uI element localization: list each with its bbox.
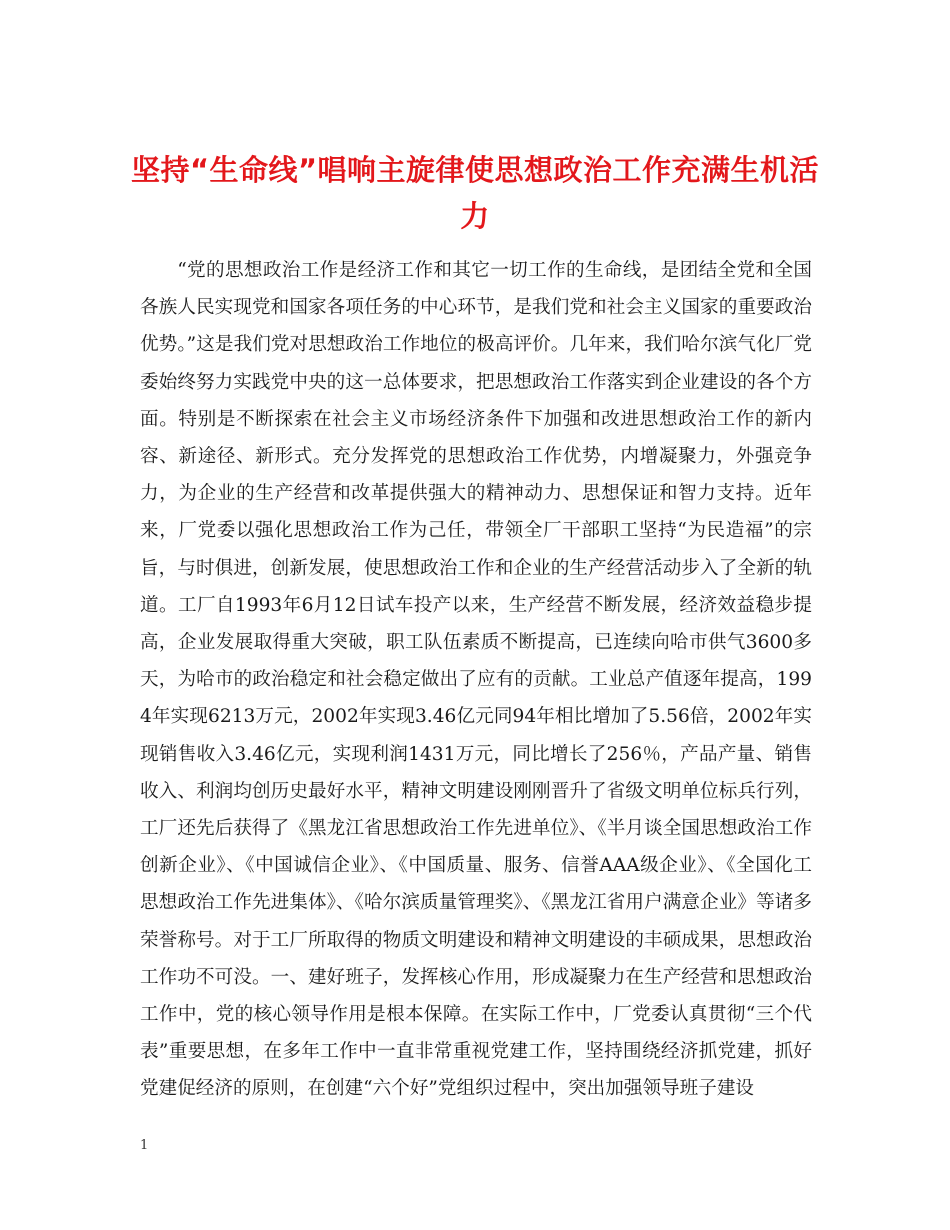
page-number: 1 — [140, 1138, 149, 1153]
page-title: 坚持“生命线”唱响主旋律使思想政治工作充满生机活力 — [130, 153, 820, 234]
body-paragraph: “党的思想政治工作是经济工作和其它一切工作的生命线，是团结全党和全国各族人民实现党和国家各项任务的中心环节，是我们党和社会主义国家的重要政治优势。”这是我们党对思想政治工作地位的极高评价。几年来，我们哈尔滨气化厂党委始终努力实践党中央的这一总体要求，把思想政治工作落实到企业建设的各个方面。特别是不断探索在社会主义市场经济条件下加强和改进思想政治工作的新内容、新途径、新形式。充分发挥党的思想政治工作优势，内增凝聚力，外强竞争力，为企业的生产经营和改革提供强大的精神动力、思想保证和智力支持。近年来，厂党委以强化思想政治工作为己任，带领全厂干部职工坚持“为民造福”的宗旨，与时俱进，创新发展，使思想政治工作和企业的生产经营活动步入了全新的轨道。工厂自1993年6月12日试车投产以来，生产经营不断发展，经济效益稳步提高，企业发展取得重大突破，职工队伍素质不断提高，已连续向哈市供气3600多天，为哈市的政治稳定和社会稳定做出了应有的贡献。工业总产值逐年提高，1994年实现6213万元，2002年实现3.46亿元同94年相比增加了5.56倍，2002年实现销售收入3.46亿元，实现利润1431万元，同比增长了256％，产品产量、销售收入、利润均创历史最好水平，精神文明建设刚刚晋升了省级文明单位标兵行列，工厂还先后获得了《黑龙江省思想政治工作先进单位》、《半月谈全国思想政治工作创新企业》、《中国诚信企业》、《中国质量、服务、信誉AAA级企业》、《全国化工思想政治工作先进集体》、《哈尔滨质量管理奖》、《黑龙江省用户满意企业》等诸多荣誉称号。对于工厂所取得的物质文明建设和精神文明建设的丰硕成果，思想政治工作功不可没。一、建好班子，发挥核心作用，形成凝聚力在生产经营和思想政治工作中，党的核心领导作用是根本保障。在实际工作中，厂党委认真贯彻“三个代表”重要思想，在多年工作中一直非常重视党建工作，坚持围绕经济抓党建，抓好党建促经济的原则，在创建“六个好”党组织过程中，突出加强领导班子建设 — [140, 260, 812, 1100]
